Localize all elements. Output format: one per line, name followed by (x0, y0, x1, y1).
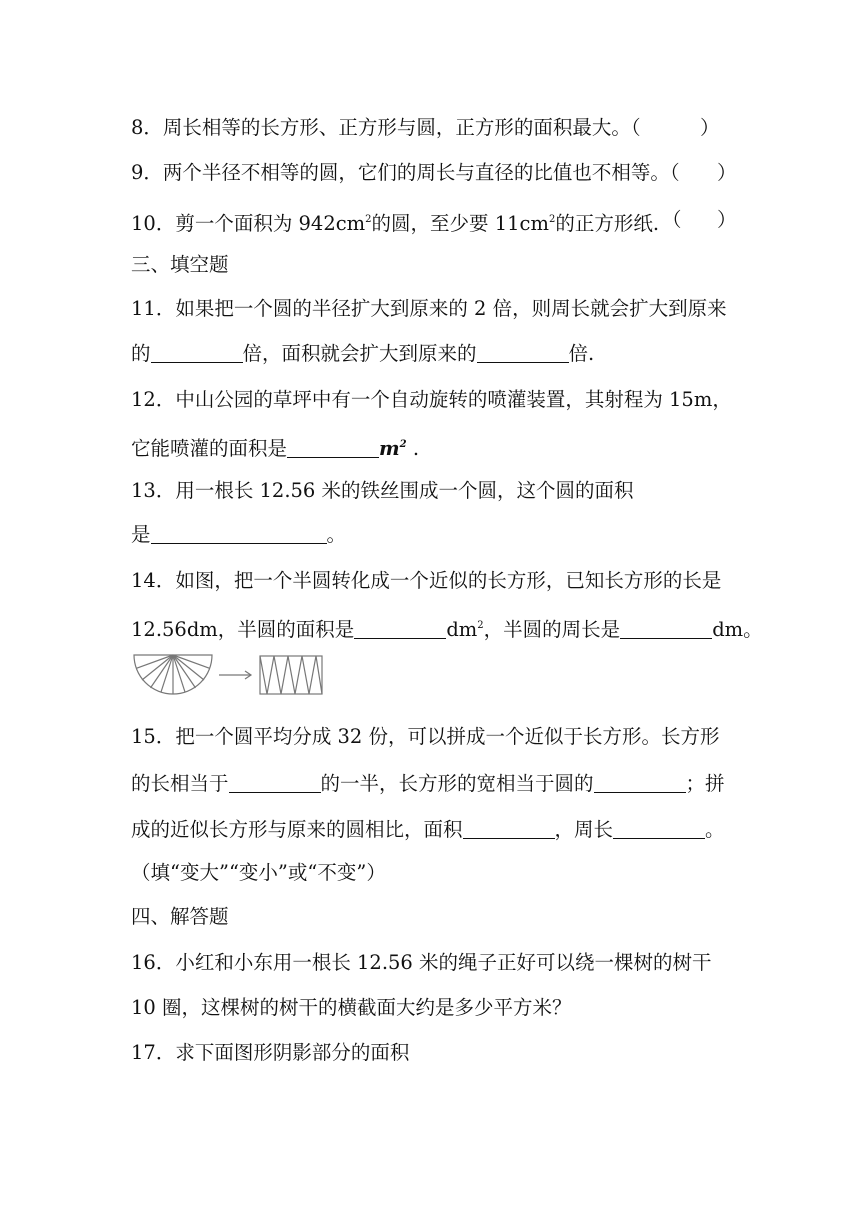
question-15-line-1: 15．把一个圆平均分成 32 份，可以拼成一个近似于长方形。长方形 (131, 725, 720, 748)
question-8-paren-close: ） (700, 116, 720, 139)
semicircle-to-rectangle-figure (130, 652, 330, 698)
answer-blank[interactable] (613, 818, 705, 839)
superscript: 2 (399, 439, 407, 450)
unit-m: m (379, 437, 400, 460)
text: 倍，面积就会扩大到原来的 (242, 342, 477, 365)
answer-blank[interactable] (620, 618, 712, 639)
question-10-part-b: 的圆，至少要 11cm (371, 212, 549, 235)
question-14-line-2 (131, 613, 763, 643)
question-16-line-1: 16．小红和小东用一根长 12.56 米的绳子正好可以绕一棵树的树干 (131, 951, 712, 974)
question-15-line-2 (131, 771, 725, 797)
superscript: 2 (365, 214, 372, 225)
rectangle-zigzag (260, 656, 322, 694)
section-3-heading: 三、填空题 (131, 253, 229, 276)
question-10-part-c: 的正方形纸. (555, 212, 660, 235)
text: 的长相当于 (131, 772, 229, 795)
question-15-line-3 (131, 817, 725, 843)
question-9-text: 9．两个半径不相等的圆，它们的周长与直径的比值也不相等。（ (131, 161, 680, 184)
question-14-line-1: 14．如图，把一个半圆转化成一个近似的长方形，已知长方形的长是 (131, 569, 722, 592)
question-12-line-2 (131, 432, 419, 462)
text: 的 (131, 342, 151, 365)
answer-blank[interactable] (463, 818, 555, 839)
question-13-line-1: 13．用一根长 12.56 米的铁丝围成一个圆，这个圆的面积 (131, 479, 634, 502)
answer-blank[interactable] (354, 618, 446, 639)
question-15-line-4: （填“变大”“变小”或“不变”） (131, 861, 386, 884)
text: 倍. (568, 342, 595, 365)
question-8-text: 8．周长相等的长方形、正方形与圆，正方形的面积最大。（ (131, 116, 641, 139)
semicircle-radii (136, 655, 209, 694)
text: dm。 (712, 618, 763, 641)
text: ；拼 (685, 772, 725, 795)
superscript: 2 (477, 620, 484, 631)
question-17: 17．求下面图形阴影部分的面积 (131, 1041, 410, 1064)
question-12-line-1: 12．中山公园的草坪中有一个自动旋转的喷灌装置，其射程为 15m， (131, 388, 732, 411)
text: 它能喷灌的面积是 (131, 437, 288, 460)
text: ，周长 (554, 818, 614, 841)
question-11-line-1: 11．如果把一个圆的半径扩大到原来的 2 倍，则周长就会扩大到原来 (131, 297, 727, 320)
question-11-line-2 (131, 341, 594, 367)
answer-blank[interactable] (151, 523, 327, 544)
text: ，半圆的周长是 (483, 618, 621, 641)
text: 12.56dm，半圆的面积是 (131, 618, 355, 641)
section-4-heading: 四、解答题 (131, 905, 229, 928)
text: dm (446, 618, 478, 641)
text: 是 (131, 523, 151, 546)
question-16-line-2: 10 圈，这棵树的树干的横截面大约是多少平方米？ (131, 996, 572, 1019)
question-8 (131, 115, 641, 141)
superscript: 2 (548, 214, 556, 225)
question-10-paren-close: ） (717, 208, 737, 231)
question-13-line-2 (131, 522, 346, 548)
question-10 (131, 207, 659, 237)
question-10-part-a: 10．剪一个面积为 942cm (131, 212, 366, 235)
text: 。 (326, 523, 347, 546)
question-10-paren-open: （ (662, 208, 682, 231)
question-9-paren-close: ） (717, 161, 737, 184)
text: 成的近似长方形与原来的圆相比，面积 (131, 818, 463, 841)
text: 。 (705, 818, 725, 841)
answer-blank[interactable] (477, 342, 569, 363)
answer-blank[interactable] (229, 772, 321, 793)
answer-blank[interactable] (151, 342, 243, 363)
text: 的一半，长方形的宽相当于圆的 (320, 772, 594, 795)
question-9 (131, 160, 680, 186)
answer-blank[interactable] (594, 772, 686, 793)
text: . (406, 437, 420, 460)
answer-blank[interactable] (287, 437, 379, 458)
